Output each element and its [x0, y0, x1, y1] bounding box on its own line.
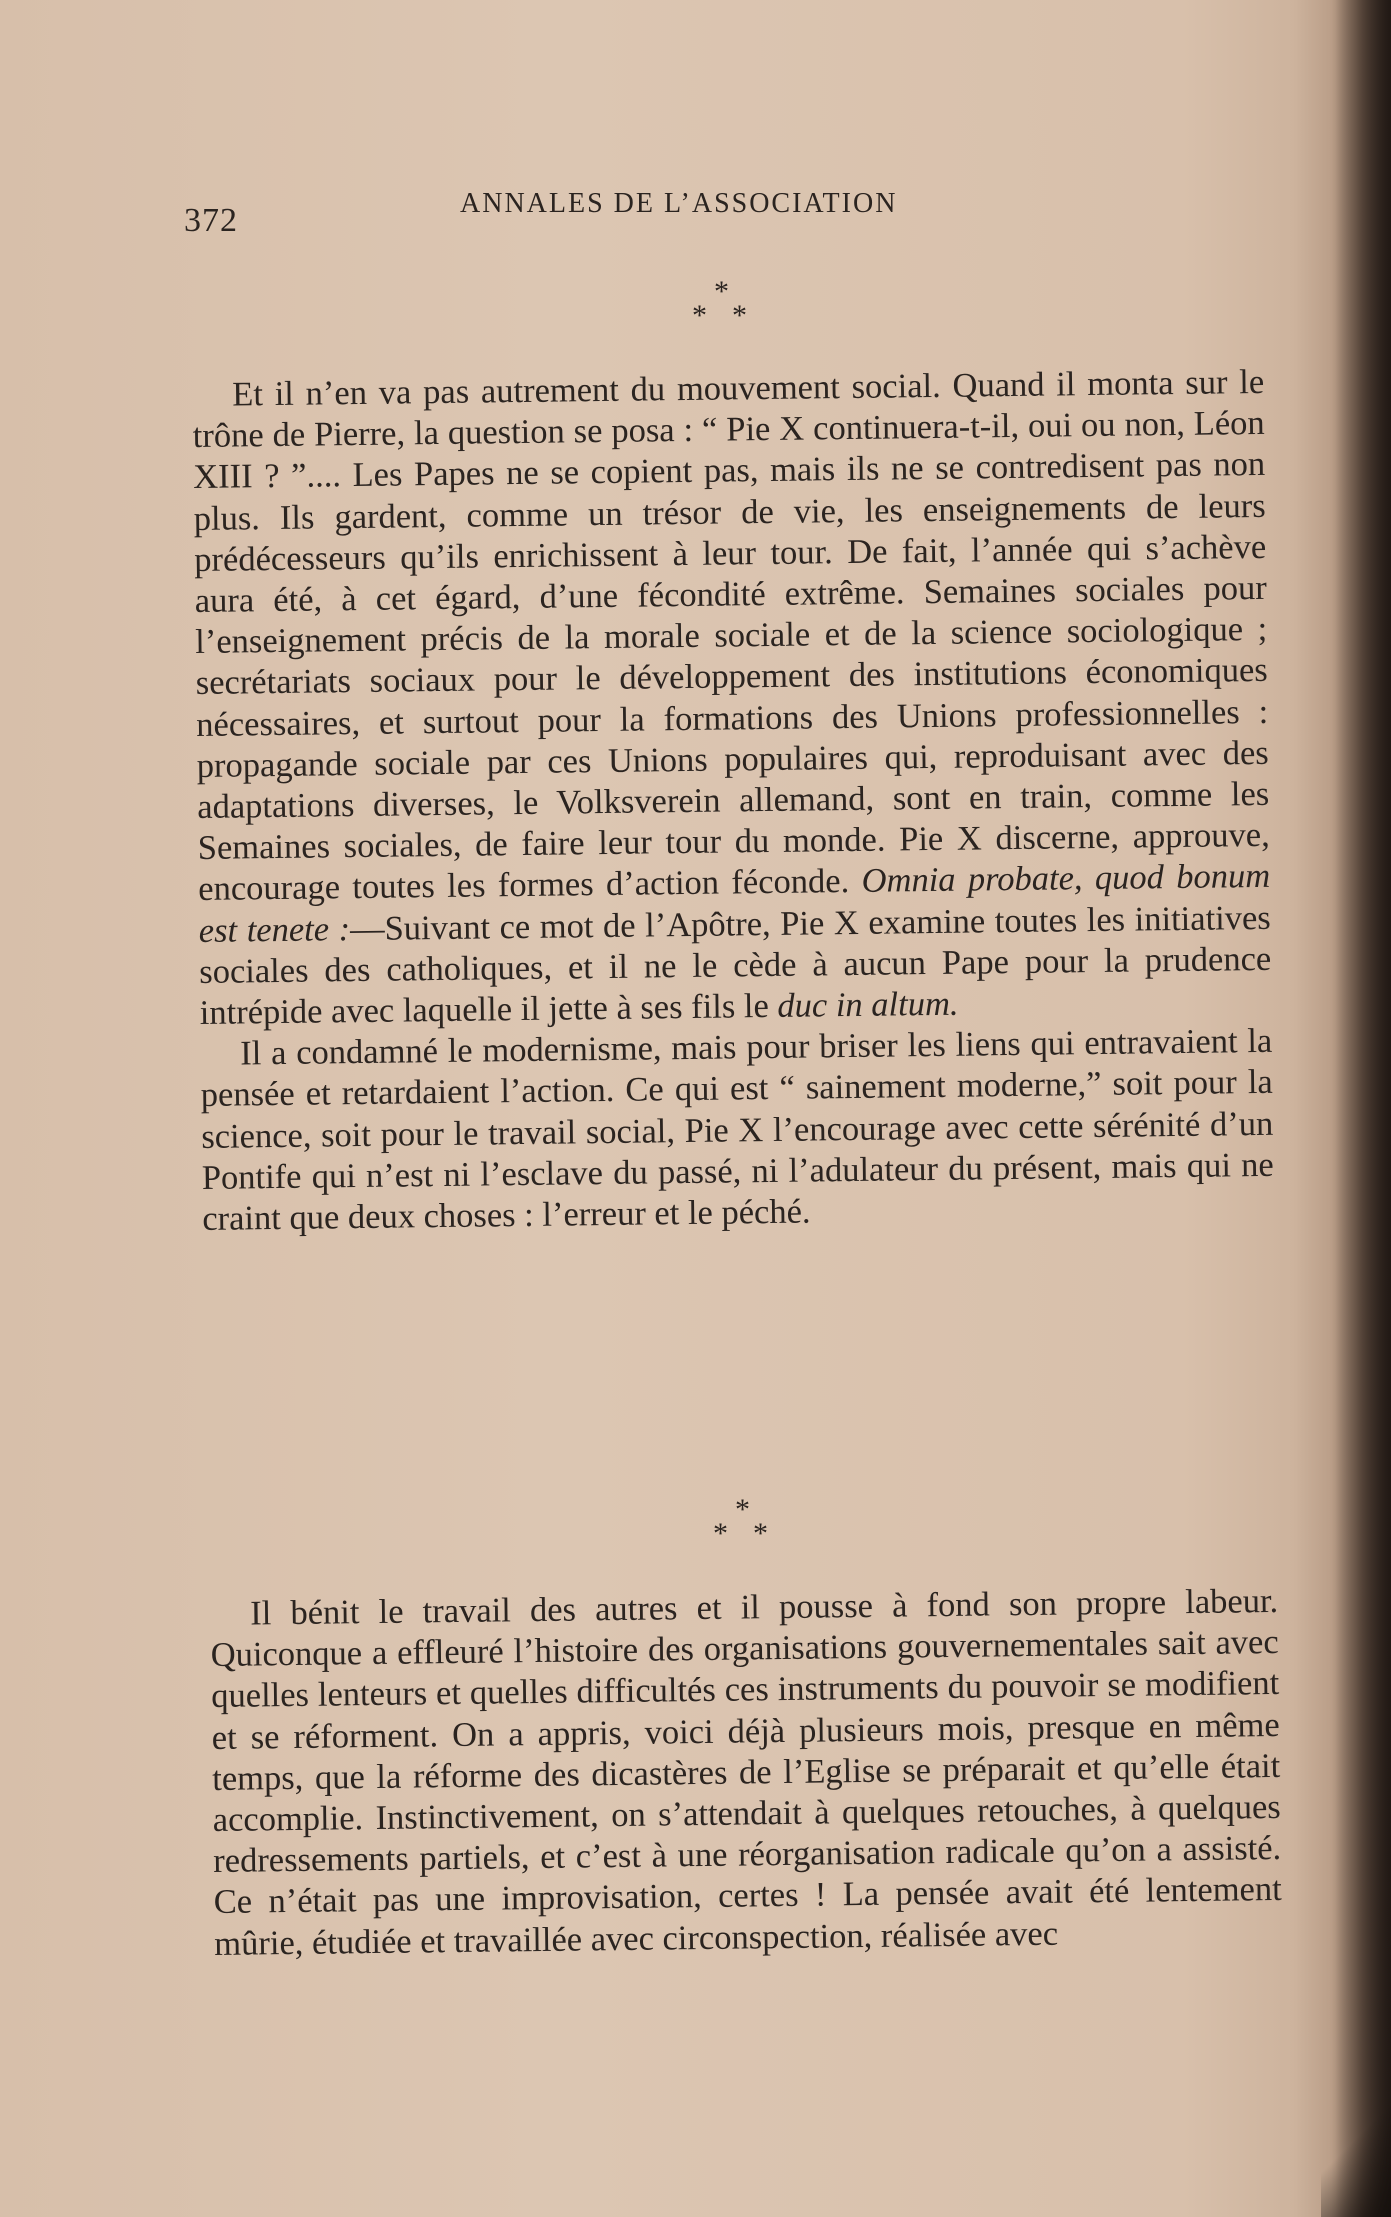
asterism-star: *	[753, 1517, 768, 1550]
asterism-star: *	[692, 299, 707, 332]
page-number: 372	[184, 202, 238, 239]
asterism-star: *	[735, 1493, 750, 1526]
book-spine-shadow	[1331, 0, 1391, 2217]
paragraph-text: —Suivant ce mot de l’Apôtre, Pie X examine toutes les initiatives sociales des catholiques, et il ne le cède à aucun Pape pour la prudence intrépide avec laquelle il jette à ses fils le	[199, 898, 1272, 1032]
page-corner-shadow	[1321, 2097, 1391, 2217]
latin-phrase: duc in altum.	[777, 984, 959, 1025]
latin-quote: Omnia probate, quod bonum est tenete :	[198, 857, 1271, 950]
paragraph-text: Et il n’en va pas autrement du mouvement social. Quand il monta sur le trône de Pierre, la question se posa : “ Pie X continuera-t-il, oui ou non, Léon XIII ? ”.... Les Papes ne se copient pas, mais ils ne se contredisent pas non plus. Ils gardent, comme un trésor de vie, les enseignements de leurs prédécesseurs qu’ils enrichissent à leur tour. De fait, l’année qui s’achève aura été, à cet égard, d’une fécondité extrême. Semaines sociales pour l’enseignement précis de la morale sociale et de la science sociologique ; secrétariats sociaux pour le développement des institutions économiques nécessaires, et surtout pour la formations des Unions professionnelles : propagande sociale par ces Unions populaires qui, reproduisant avec des adaptations diverses, le Volksverein allemand, sont en train, comme les Semaines sociales, de faire leur tour du monde. Pie X discerne, approuve, encourage toutes les formes d’action féconde.	[192, 362, 1270, 909]
asterism-star: *	[714, 275, 729, 308]
paragraph: Il a condamné le modernisme, mais pour briser les liens qui entravaient la pensée et retardaient l’action. Ce qui est “ sainement moderne,” soit pour la science, soit pour le travail social, Pie X l’encourage avec cette sérénité d’un Pontife qui n’est ni l’esclave du passé, ni l’adulateur du présent, mais qui ne craint que deux choses : l’erreur et le péché.	[200, 1022, 1274, 1238]
running-title: ANNALES DE L’ASSOCIATION	[460, 188, 898, 219]
paragraph: Il bénit le travail des autres et il pousse à fond son propre labeur. Quiconque a effleuré l’histoire des organisations gouvernementales sait avec quelles lenteurs et quelles difficultés ces instruments du pouvoir se modifient et se réforment. On a appris, voici déjà plusieurs mois, presque en même temps, que la réforme des dicastères de l’Eglise se préparait et qu’elle était accomplie. Instinctivement, on s’attendait à quelques retouches, à quelques redressements partiels, et c’est à une réorganisation radicale qu’on a assisté. Ce n’était pas une improvisation, certes ! La pensée avait été lentement mûrie, étudiée et travaillée avec circonspection, réalisée avec	[210, 1581, 1282, 1963]
asterism-separator-2	[707, 1495, 787, 1555]
asterism-separator-1	[686, 277, 766, 337]
section-1-text	[192, 362, 1274, 1240]
section-2-text	[210, 1581, 1282, 1965]
page-header	[180, 178, 1000, 239]
paragraph	[192, 362, 1272, 1034]
asterism-star: *	[732, 299, 747, 332]
asterism-star: *	[713, 1517, 728, 1550]
